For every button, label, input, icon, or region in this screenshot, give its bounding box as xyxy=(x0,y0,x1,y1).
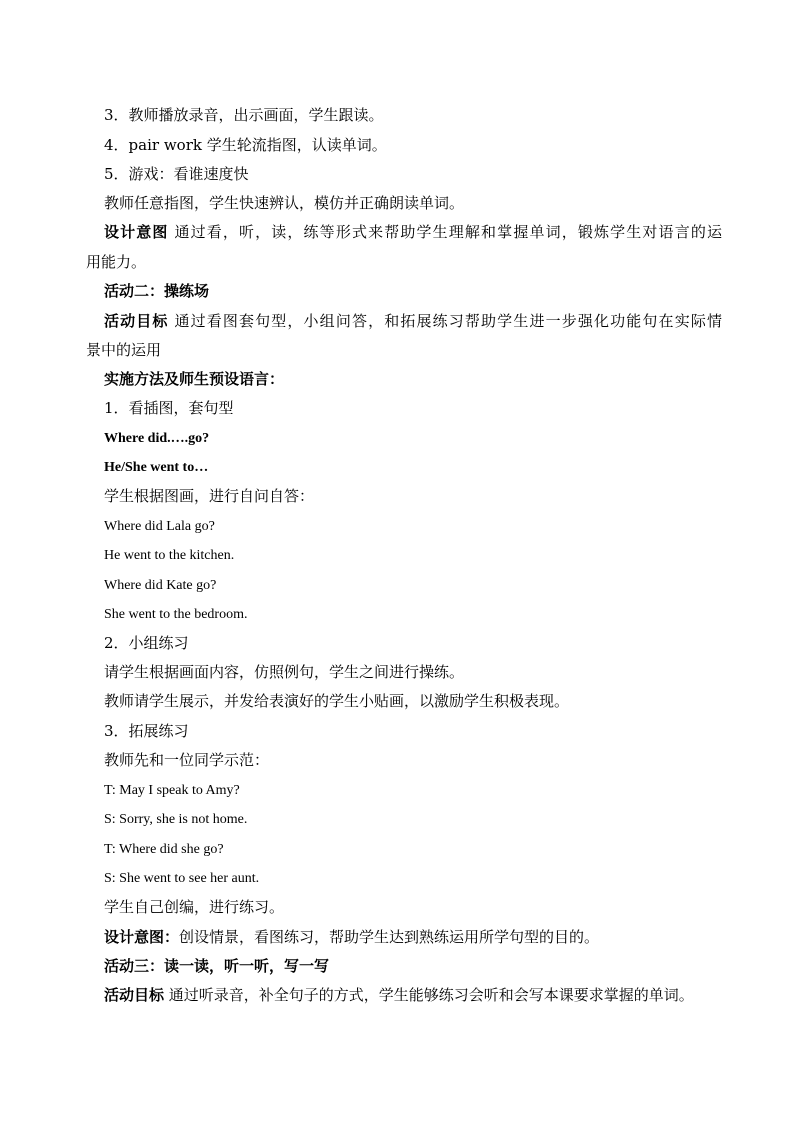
show-reward-text: 教师请学生展示，并发给表演好的学生小贴画，以激励学生积极表现。 xyxy=(104,692,570,710)
step-3-extension-heading: 3．拓展练习 xyxy=(104,722,189,740)
step-5-text: 5．游戏：看谁速度快 xyxy=(104,165,249,183)
design-intent-continuation: 用能力。 xyxy=(86,253,147,271)
step-3-text: 3．教师播放录音，出示画面，学生跟读。 xyxy=(104,106,384,124)
example-question-1: Where did Lala go? xyxy=(104,519,215,534)
pattern-answer: He/She went to… xyxy=(104,460,209,475)
dialogue-line-4: S: She went to see her aunt. xyxy=(104,871,260,886)
step-1-heading: 1．看插图，套句型 xyxy=(104,399,234,417)
design-intent-label: 设计意图 xyxy=(104,223,169,241)
activity-goal-1 xyxy=(104,312,722,330)
dialogue-line-3: T: Where did she go? xyxy=(104,842,224,857)
example-answer-1: He went to the kitchen. xyxy=(104,548,235,563)
design-intent-2 xyxy=(104,928,599,946)
design-intent-2-label: 设计意图： xyxy=(104,928,180,946)
activity-3-goal-label: 活动目标 xyxy=(104,986,165,1004)
student-create-text: 学生自己创编，进行练习。 xyxy=(104,898,285,916)
example-answer-2: She went to the bedroom. xyxy=(104,607,248,622)
dialogue-line-2: S: Sorry, she is not home. xyxy=(104,812,248,827)
group-practice-text: 请学生根据画面内容，仿照例句，学生之间进行操练。 xyxy=(104,663,465,681)
method-heading: 实施方法及师生预设语言： xyxy=(104,370,285,388)
step-4-text: 4．pair work 学生轮流指图，认读单词。 xyxy=(104,136,387,154)
self-qa-instruction: 学生根据图画，进行自问自答： xyxy=(104,487,315,505)
activity-3-goal xyxy=(104,986,694,1004)
activity-goal-label: 活动目标 xyxy=(104,312,169,330)
design-intent-text: 通过看，听，读，练等形式来帮助学生理解和掌握单词，锻炼学生对语言的运 xyxy=(174,223,722,241)
activity-goal-text: 通过看图套句型，小组问答，和拓展练习帮助学生进一步强化功能句在实际情 xyxy=(174,312,722,330)
activity-2-heading: 活动二：操练场 xyxy=(104,282,210,300)
design-intent-2-text: 创设情景，看图练习，帮助学生达到熟练运用所学句型的目的。 xyxy=(179,928,600,946)
activity-3-goal-text: 通过听录音，补全句子的方式，学生能够练习会听和会写本课要求掌握的单词。 xyxy=(168,986,694,1004)
dialogue-line-1: T: May I speak to Amy? xyxy=(104,783,240,798)
example-question-2: Where did Kate go? xyxy=(104,578,217,593)
teacher-demo-text: 教师先和一位同学示范： xyxy=(104,751,270,769)
step-2-heading: 2．小组练习 xyxy=(104,634,189,652)
design-intent-1 xyxy=(104,223,722,241)
game-description: 教师任意指图，学生快速辨认，模仿并正确朗读单词。 xyxy=(104,194,465,212)
activity-goal-continuation: 景中的运用 xyxy=(86,341,162,359)
pattern-question: Where did.….go? xyxy=(104,431,210,446)
activity-3-heading: 活动三：读一读，听一听，写一写 xyxy=(104,957,330,975)
